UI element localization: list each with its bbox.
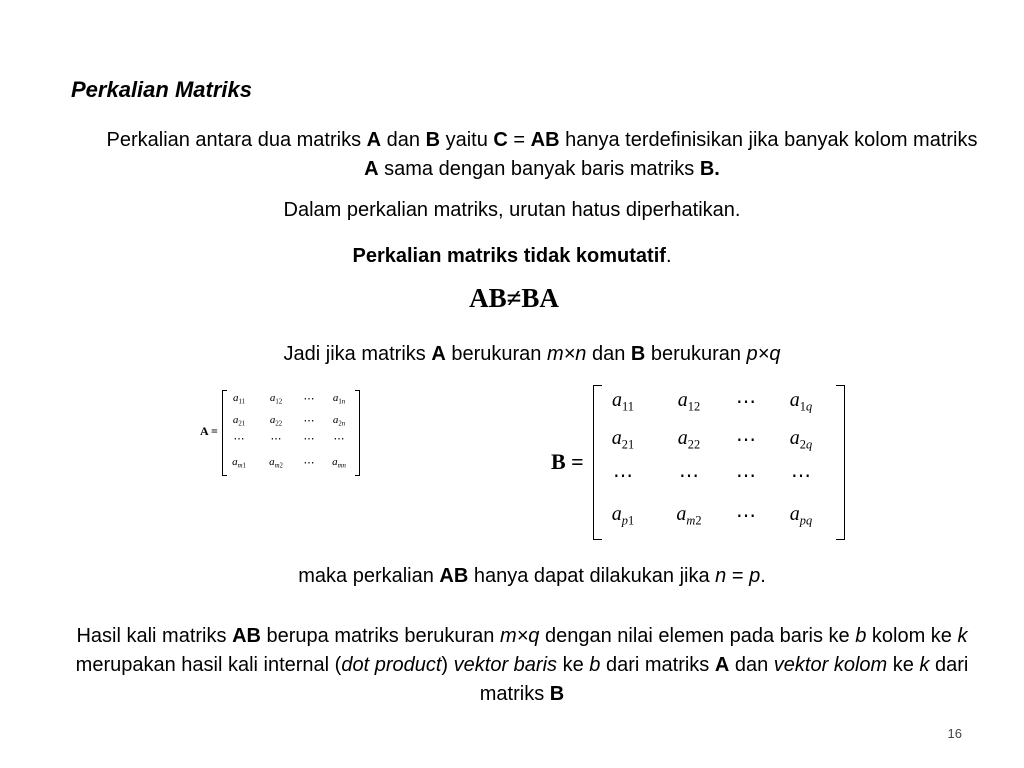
matrixB-cell-r3-c4: ⋯ (791, 465, 811, 487)
matrixA-cell-r2-c4: $a_{2n}$ (332, 414, 346, 428)
matrixA-cell-r3-c1: ⋯ (233, 433, 245, 445)
multiplication-condition: maka perkalian AB hanya dapat dilakukan jika n = p. (298, 565, 766, 587)
matrixB-cell-r4-c1: $a_{p1}$ (611, 503, 635, 528)
matrixA-cell-r4-c4: $a_{mn}$ (332, 456, 346, 470)
inequality-equation: AB≠BA (469, 283, 559, 313)
matrix-b-right-bracket (836, 385, 845, 540)
matrixA-cell-r1-c3: ⋯ (303, 393, 315, 405)
matrixB-cell-r1-c2: $a_{12}$ (677, 389, 701, 414)
matrixB-cell-r2-c2: $a_{22}$ (677, 427, 701, 452)
matrixB-cell-r4-c2: $a_{m2}$ (676, 503, 702, 528)
matrix-a-label: A = (200, 424, 218, 438)
matrixB-cell-r3-c1: ⋯ (613, 465, 633, 487)
matrixA-cell-r1-c2: $a_{12}$ (269, 392, 283, 406)
matrixA-cell-r2-c1: $a_{21}$ (232, 414, 246, 428)
matrixA-cell-r4-c2: $a_{m2}$ (269, 456, 283, 470)
page-number: 16 (947, 726, 962, 741)
slide-title: Perkalian Matriks (71, 77, 252, 102)
matrixB-cell-r4-c3: ⋯ (736, 505, 756, 527)
definition-paragraph: Perkalian antara dua matriks A dan B yaitu C = AB hanya terdefinisikan jika banyak kolom matriks A sama dengan banyak baris matriks B. (106, 129, 978, 180)
matrix-b (593, 385, 845, 540)
matrixA-cell-r4-c1: $a_{m1}$ (232, 456, 246, 470)
matrixB-cell-r2-c4: $a_{2q}$ (789, 427, 813, 452)
non-commutative-statement: Perkalian matriks tidak komutatif. (352, 245, 672, 267)
matrixA-cell-r1-c4: $a_{1n}$ (332, 392, 346, 406)
matrixB-cell-r2-c3: ⋯ (736, 429, 756, 451)
matrixB-cell-r1-c3: ⋯ (736, 391, 756, 413)
result-explanation: Hasil kali matriks AB berupa matriks berukuran m×q dengan nilai elemen pada baris ke b kolom ke k merupakan hasil kali internal (dot product) vektor baris ke b dari matriks A dan vektor kolom ke k dari matriks B (75, 625, 969, 705)
matrixA-cell-r2-c2: $a_{22}$ (269, 414, 283, 428)
matrixA-cell-r3-c3: ⋯ (303, 433, 315, 445)
matrixA-cell-r3-c2: ⋯ (270, 433, 282, 445)
matrixA-cell-r4-c3: ⋯ (303, 457, 315, 469)
matrixB-cell-r3-c2: ⋯ (679, 465, 699, 487)
matrixA-cell-r2-c3: ⋯ (303, 415, 315, 427)
matrixA-cell-r1-c1: $a_{11}$ (232, 392, 246, 406)
size-condition: Jadi jika matriks A berukuran m×n dan B berukuran p×q (283, 343, 781, 365)
matrixB-cell-r4-c4: $a_{pq}$ (789, 503, 813, 528)
order-note: Dalam perkalian matriks, urutan hatus diperhatikan. (283, 199, 741, 221)
matrixB-cell-r2-c1: $a_{21}$ (611, 427, 635, 452)
matrix-b-label: B = (551, 449, 584, 474)
matrix-a (222, 390, 360, 476)
matrixB-cell-r1-c1: $a_{11}$ (612, 389, 634, 414)
matrixA-cell-r3-c4: ⋯ (333, 433, 345, 445)
matrixB-cell-r1-c4: $a_{1q}$ (789, 389, 813, 414)
matrixB-cell-r3-c3: ⋯ (736, 465, 756, 487)
